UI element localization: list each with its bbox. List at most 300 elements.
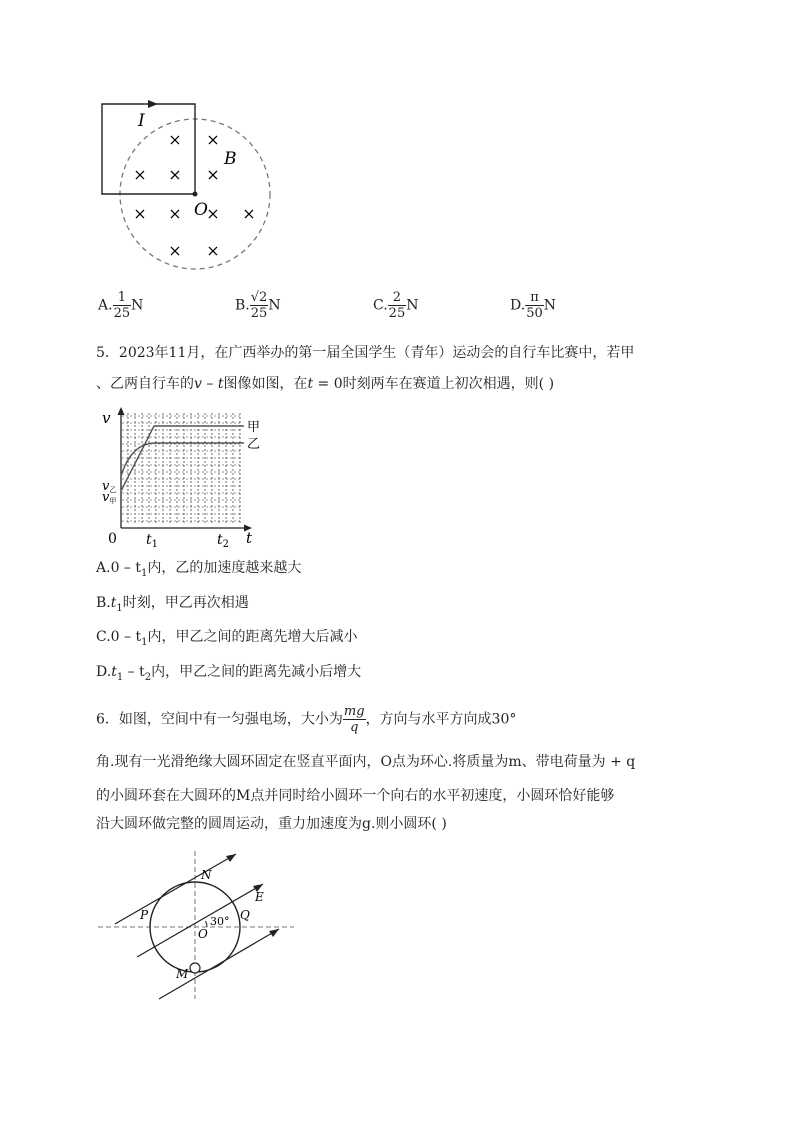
grid-dot [197,417,198,418]
grid-dot [183,461,184,462]
grid-dot [206,450,207,451]
grid-dot [234,422,235,423]
cross: × [242,204,256,223]
grid-dot [202,450,203,451]
grid-dot [204,505,205,506]
grid-dot [174,415,175,416]
grid-dot [194,429,195,430]
grid-dot [211,517,212,518]
grid-dot [190,501,191,502]
grid-dot [127,505,128,506]
grid-dot [134,513,135,514]
q5-option-a: $A.0 - t_1$内，乙的加速度越来越大 [96,560,302,579]
grid-dot [204,445,205,446]
grid-dot [155,509,156,510]
grid-dot [176,445,177,446]
grid-dot [169,449,170,450]
grid-dot [122,415,123,416]
grid-dot [211,461,212,462]
grid-dot [138,499,139,500]
grid-dot [162,417,163,418]
grid-dot [127,481,128,482]
grid-dot [225,461,226,462]
grid-dot [211,465,212,466]
grid-dot [239,493,240,494]
grid-dot [178,506,179,507]
grid-dot [148,489,149,490]
grid-dot [155,517,156,518]
grid-dot [142,471,143,472]
grid-dot [194,450,195,451]
grid-dot [226,436,227,437]
grid-dot [183,493,184,494]
grid-dot [204,433,205,434]
grid-dot [210,436,211,437]
grid-dot [142,506,143,507]
grid-dot [197,517,198,518]
label-O: O [194,200,208,220]
grid-dot [239,505,240,506]
grid-dot [126,429,127,430]
cross: × [206,165,220,184]
grid-dot [155,497,156,498]
grid-dot [126,471,127,472]
grid-dot [158,492,159,493]
grid-dot [146,478,147,479]
grid-dot [141,489,142,490]
grid-dot [197,445,198,446]
grid-dot [148,453,149,454]
grid-dot [169,517,170,518]
grid-dot [218,517,219,518]
grid-dot [174,485,175,486]
grid-dot [162,436,163,437]
grid-dot [197,521,198,522]
grid-dot [198,415,199,416]
grid-dot [238,520,239,521]
grid-dot [183,465,184,466]
grid-dot [134,415,135,416]
grid-dot [211,453,212,454]
grid-dot [174,520,175,521]
grid-dot [232,493,233,494]
grid-dot [178,422,179,423]
grid-dot [218,415,219,416]
grid-dot [197,505,198,506]
grid-dot [190,509,191,510]
grid-dot [232,505,233,506]
grid-dot [130,513,131,514]
cross: × [206,241,220,260]
grid-dot [127,413,128,414]
grid-dot [197,461,198,462]
grid-dot [190,433,191,434]
grid-dot [210,499,211,500]
grid-dot [138,506,139,507]
grid-dot [166,513,167,514]
label-E: E [255,890,264,904]
grid-dot [214,436,215,437]
grid-dot [186,422,187,423]
grid-dot [190,471,191,472]
grid-dot [211,497,212,498]
grid-dot [232,477,233,478]
grid-dot [170,429,171,430]
grid-dot [127,421,128,422]
grid-dot [222,478,223,479]
grid-dot [127,517,128,518]
grid-dot [127,445,128,446]
grid-dot [206,436,207,437]
grid-dot [148,497,149,498]
grid-dot [226,513,227,514]
grid-dot [206,415,207,416]
figure-electric-field-ring [94,845,304,1005]
grid-dot [158,415,159,416]
grid-dot [176,437,177,438]
grid-dot [154,457,155,458]
grid-dot [138,443,139,444]
grid-dot [206,520,207,521]
grid-dot [166,436,167,437]
grid-dot [218,422,219,423]
grid-dot [218,485,219,486]
grid-dot [126,499,127,500]
grid-dot [176,465,177,466]
grid-dot [210,450,211,451]
grid-dot [155,421,156,422]
grid-dot [211,433,212,434]
grid-dot [134,489,135,490]
grid-dot [138,485,139,486]
grid-dot [169,469,170,470]
grid-dot [186,457,187,458]
grid-dot [141,465,142,466]
grid-dot [232,465,233,466]
grid-dot [150,471,151,472]
grid-dot [138,478,139,479]
field-line-bottom [159,929,279,999]
grid-dot [155,489,156,490]
grid-dot [232,433,233,434]
grid-dot [210,471,211,472]
grid-dot [127,509,128,510]
grid-dot [197,501,198,502]
grid-dot [226,464,227,465]
grid-dot [166,429,167,430]
grid-dot [170,450,171,451]
grid-dot [239,437,240,438]
grid-dot [178,492,179,493]
grid-dot [176,509,177,510]
grid-dot [142,457,143,458]
grid-dot [170,471,171,472]
grid-dot [148,449,149,450]
grid-dot [211,493,212,494]
grid-dot [204,437,205,438]
grid-dot [218,417,219,418]
grid-dot [230,485,231,486]
grid-dot [127,417,128,418]
label-N: N [201,868,212,882]
grid-dot [169,481,170,482]
grid-dot [141,433,142,434]
grid-dot [232,513,233,514]
grid-dot [155,505,156,506]
grid-dot [198,457,199,458]
grid-dot [176,493,177,494]
grid-dot [183,421,184,422]
grid-dot [198,436,199,437]
grid-dot [234,429,235,430]
grid-dot [170,520,171,521]
grid-dot [239,469,240,470]
grid-dot [198,506,199,507]
grid-dot [134,433,135,434]
grid-dot [134,499,135,500]
grid-dot [214,499,215,500]
q6-stem-line1: 6．如图，空间中有一匀强电场，大小为 $\frac{mg}{q}$ ，方向与水平方向成30° [96,704,517,735]
grid-dot [225,449,226,450]
grid-dot [211,437,212,438]
grid-dot [204,421,205,422]
grid-dot [197,453,198,454]
grid-dot [141,509,142,510]
grid-dot [194,506,195,507]
grid-dot [148,493,149,494]
grid-dot [126,520,127,521]
label-angle: 30° [210,915,230,928]
grid-dot [138,422,139,423]
series-yi-curve [121,443,244,476]
grid-dot [146,457,147,458]
grid-dot [142,492,143,493]
grid-dot [142,415,143,416]
grid-dot [170,478,171,479]
grid-dot [142,443,143,444]
grid-dot [214,422,215,423]
grid-dot [126,450,127,451]
grid-dot [232,457,233,458]
grid-dot [204,429,205,430]
q6-stem-line3: 的小圆环套在大圆环的M点并同时给小圆环一个向右的水平初速度，小圆环恰好能够 [96,788,615,804]
grid-dot [158,457,159,458]
grid-dot [126,436,127,437]
grid-dot [178,513,179,514]
grid-dot [210,478,211,479]
grid-dot [225,433,226,434]
grid-dot [214,478,215,479]
grid-dot [194,457,195,458]
grid-dot [178,471,179,472]
grid-dot [204,517,205,518]
grid-dot [134,485,135,486]
grid-dot [190,478,191,479]
grid-dot [146,471,147,472]
grid-dot [134,473,135,474]
grid-dot [239,421,240,422]
grid-dot [166,422,167,423]
grid-dot [183,481,184,482]
grid-dot [170,464,171,465]
grid-dot [162,499,163,500]
grid-dot [162,506,163,507]
grid-dot [210,464,211,465]
grid-dot [218,481,219,482]
q5-stem-line2: 、乙两自行车的v – t图像如图，在t = 0时刻两车在赛道上初次相遇，则( ) [96,376,555,392]
grid-dot [225,469,226,470]
grid-dot [155,501,156,502]
grid-dot [141,413,142,414]
grid-dot [178,429,179,430]
grid-dot [202,492,203,493]
grid-dot [232,521,233,522]
grid-dot [230,513,231,514]
grid-dot [198,499,199,500]
grid-dot [134,457,135,458]
grid-dot [142,499,143,500]
grid-dot [158,499,159,500]
grid-dot [183,453,184,454]
grid-dot [232,497,233,498]
grid-dot [238,429,239,430]
grid-dot [218,453,219,454]
grid-dot [194,471,195,472]
grid-dot [141,421,142,422]
grid-dot [154,429,155,430]
grid-dot [142,422,143,423]
grid-dot [186,429,187,430]
grid-dot [174,506,175,507]
grid-dot [234,457,235,458]
grid-dot [232,449,233,450]
grid-dot [158,436,159,437]
grid-dot [183,413,184,414]
tick-t2: $t_2$ [217,532,230,548]
grid-dot [239,477,240,478]
grid-dot [183,521,184,522]
grid-dot [210,520,211,521]
grid-dot [239,497,240,498]
figure-magnetic-field [96,96,286,276]
grid-dot [226,485,227,486]
grid-dot [134,425,135,426]
grid-dot [197,493,198,494]
grid-dot [150,436,151,437]
grid-dot [176,449,177,450]
grid-dot [197,437,198,438]
grid-dot [225,493,226,494]
grid-dot [142,429,143,430]
grid-dot [197,433,198,434]
grid-dot [218,497,219,498]
grid-dot [222,492,223,493]
grid-dot [206,471,207,472]
grid-dot [230,520,231,521]
grid-dot [166,492,167,493]
grid-dot [138,513,139,514]
grid-dot [234,436,235,437]
grid-dot [206,457,207,458]
grid-dot [176,453,177,454]
grid-dot [218,501,219,502]
grid-dot [218,413,219,414]
grid-dot [150,513,151,514]
grid-dot [182,464,183,465]
grid-dot [170,513,171,514]
grid-dot [162,471,163,472]
grid-dot [141,453,142,454]
grid-dot [222,422,223,423]
grid-dot [238,464,239,465]
grid-dot [186,513,187,514]
grid-dot [206,492,207,493]
grid-dot [234,513,235,514]
grid-dot [226,520,227,521]
grid-dot [134,417,135,418]
grid-dot [232,429,233,430]
grid-dot [148,501,149,502]
label-v-yi: v乙 [102,479,117,494]
label-P: P [140,908,149,922]
grid-dot [141,425,142,426]
grid-dot [218,520,219,521]
grid-dot [126,415,127,416]
grid-dot [142,485,143,486]
grid-dot [194,485,195,486]
grid-dot [162,501,163,502]
grid-dot [146,506,147,507]
grid-dot [204,465,205,466]
grid-dot [141,481,142,482]
grid-dot [238,499,239,500]
grid-dot [211,473,212,474]
grid-dot [162,473,163,474]
grid-dot [127,437,128,438]
grid-dot [186,450,187,451]
grid-dot [182,513,183,514]
grid-dot [222,457,223,458]
grid-dot [226,499,227,500]
q5-stem-line1: 5．2023年11月，在广西举办的第一届全国学生（青年）运动会的自行车比赛中，若甲 [96,345,635,361]
grid-dot [202,513,203,514]
grid-dot [204,485,205,486]
grid-dot [190,485,191,486]
grid-dot [190,499,191,500]
current-arrow [148,100,158,108]
grid-dot [142,513,143,514]
grid-dot [162,413,163,414]
grid-dot [142,436,143,437]
grid-dot [122,429,123,430]
grid-dot [158,464,159,465]
grid-dot [148,521,149,522]
grid-dot [225,501,226,502]
grid-dot [130,457,131,458]
grid-dot [226,492,227,493]
grid-dot [190,453,191,454]
grid-dot [141,417,142,418]
grid-dot [150,520,151,521]
grid-dot [176,513,177,514]
grid-dot [190,492,191,493]
grid-dot [162,520,163,521]
grid-dot [194,436,195,437]
grid-dot [174,478,175,479]
grid-dot [204,473,205,474]
grid-dot [214,506,215,507]
grid-dot [162,422,163,423]
